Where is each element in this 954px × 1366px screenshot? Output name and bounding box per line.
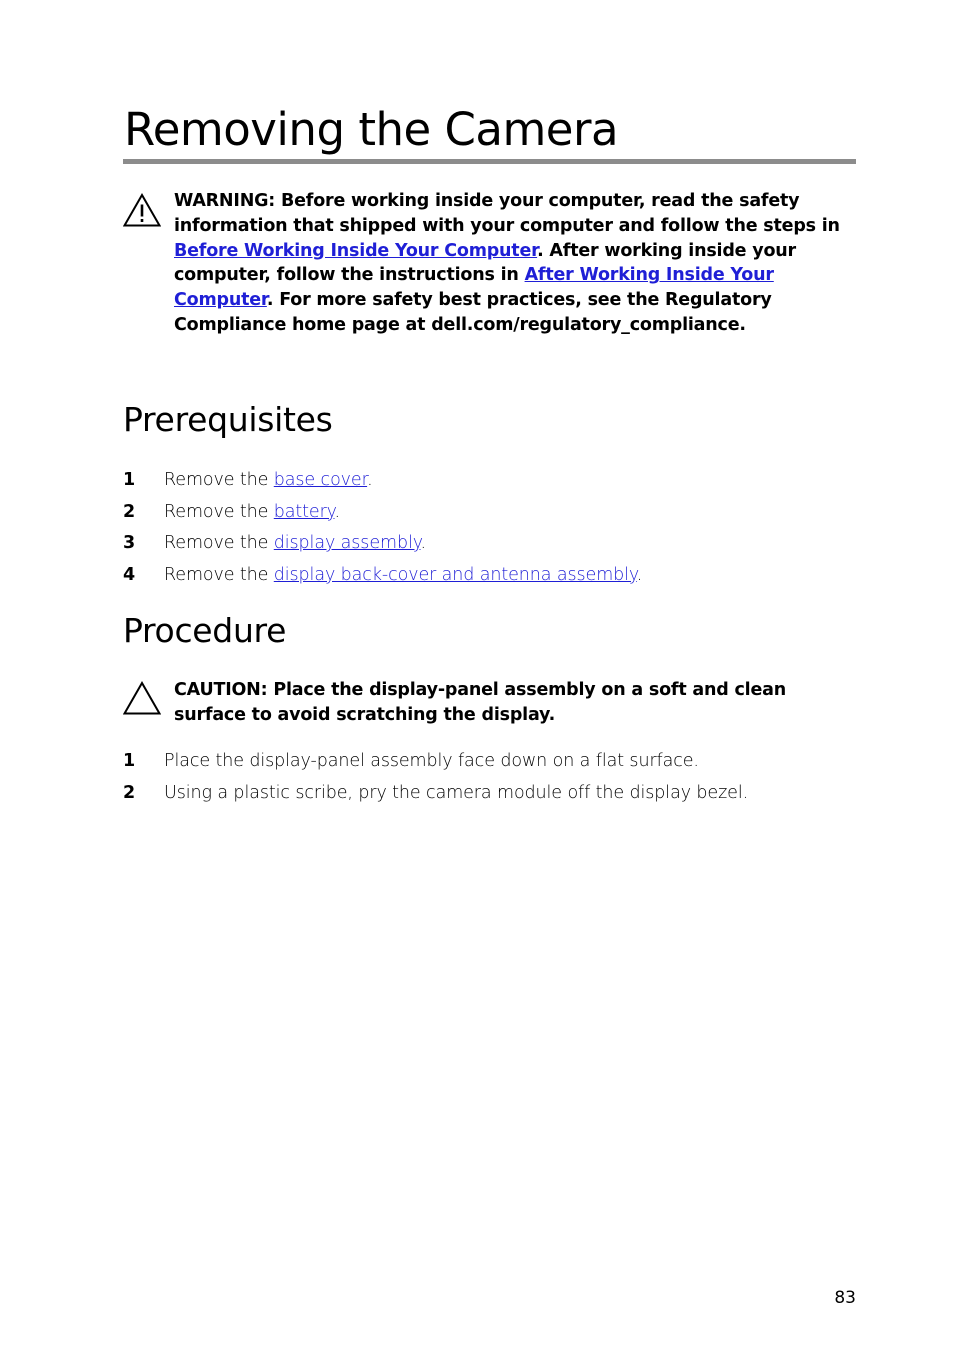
step-text: Using a plastic scribe, pry the camera module off the display bezel. — [164, 782, 749, 803]
step-number: 1 — [123, 751, 136, 771]
display-assembly-link[interactable]: display assembly — [273, 533, 421, 553]
procedure-step — [123, 749, 843, 781]
caution-notice — [123, 678, 843, 728]
step-text: Place the display-panel assembly face down on a flat surface. — [164, 751, 699, 771]
step-text: Remove the base cover. — [164, 470, 373, 490]
after-working-link[interactable]: After Working Inside Your Computer — [174, 265, 774, 311]
warning-text-part-1: WARNING: Before working inside your computer, read the safety information that shipped with your computer and follow the steps in — [174, 191, 840, 236]
step-text: Remove the display assembly. — [164, 533, 426, 553]
warning-text — [174, 189, 843, 338]
warning-notice — [123, 189, 843, 338]
prerequisite-step — [123, 468, 843, 500]
display-back-cover-link[interactable]: display back-cover and antenna assembly — [273, 564, 637, 585]
title-rule — [123, 159, 856, 164]
step-number: 2 — [123, 782, 136, 803]
procedure-step — [123, 781, 843, 813]
prerequisites-list — [123, 468, 843, 594]
prerequisites-heading: Prerequisites — [123, 400, 333, 439]
procedure-heading: Procedure — [123, 611, 287, 650]
warning-text-part-2: . After working inside your computer, follow the instructions in — [174, 240, 796, 286]
prerequisite-step — [123, 500, 843, 532]
base-cover-link[interactable]: base cover — [273, 470, 368, 490]
before-working-link[interactable]: Before Working Inside Your Computer — [174, 240, 538, 261]
step-text: Remove the battery. — [164, 501, 340, 522]
page-title: Removing the Camera — [124, 103, 619, 156]
caution-text: CAUTION: Place the display-panel assembly on a soft and clean surface to avoid scratching the display. — [174, 680, 786, 725]
step-number: 1 — [123, 470, 136, 490]
procedure-list — [123, 749, 843, 812]
page-number: 83 — [834, 1288, 856, 1308]
warning-text-part-3: . For more safety best practices, see the Regulatory Compliance home page at dell.com/regulatory_compliance. — [174, 290, 772, 335]
caution-triangle-icon — [123, 681, 161, 715]
battery-link[interactable]: battery — [273, 501, 335, 522]
warning-triangle-icon — [123, 193, 161, 227]
prerequisite-step — [123, 563, 843, 595]
prerequisite-step — [123, 531, 843, 563]
step-text: Remove the display back-cover and antenna assembly. — [164, 564, 643, 585]
step-number: 2 — [123, 501, 136, 522]
step-number: 4 — [123, 564, 136, 585]
step-number: 3 — [123, 533, 136, 553]
